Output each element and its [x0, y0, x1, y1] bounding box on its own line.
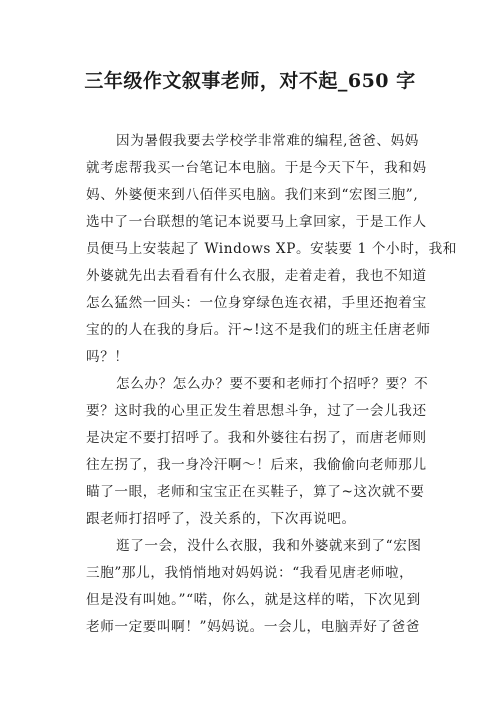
- text-line: 三胞”那儿，我悄悄地对妈妈说：“我看见唐老师啦，: [86, 565, 414, 581]
- text-line: 逛了一会，没什么衣服，我和外婆就来到了“宏图: [116, 538, 422, 554]
- text-line: 怎么猛然一回头：一位身穿绿色连衣裙，手里还抱着宝: [86, 295, 427, 311]
- text-line: 外婆就先出去看看有什么衣服，走着走着，我也不知道: [86, 268, 427, 284]
- text-line: 宝的的人在我的身后。汗~!这不是我们的班主任唐老师: [86, 322, 431, 338]
- text-line: 选中了一台联想的笔记本说要马上拿回家，于是工作人: [86, 214, 427, 230]
- text-line: 但是没有叫她。”“喏，你么，就是这样的喏，下次见到: [86, 592, 421, 608]
- text-line: 是决定不要打招呼了。我和外婆往右拐了，而唐老师则: [86, 430, 427, 446]
- text-line: 妈、外婆便来到八佰伴买电脑。我们来到“宏图三胞”,: [86, 187, 419, 203]
- text-line: 瞄了一眼，老师和宝宝正在买鞋子，算了~这次就不要: [86, 484, 425, 500]
- text-line: 怎么办？怎么办？要不要和老师打个招呼？要？不: [116, 376, 429, 392]
- text-line: 员便马上安装起了 Windows XP。安装要 1 个小时，我和: [86, 241, 457, 257]
- page-title: 三年级作文叙事老师，对不起_650 字: [84, 70, 416, 92]
- text-line: 就考虑帮我买一台笔记本电脑。于是今天下午，我和妈: [86, 160, 427, 176]
- text-line: 吗？！: [86, 349, 129, 365]
- text-line: 因为暑假我要去学校学非常难的编程,爸爸、妈妈: [116, 133, 419, 149]
- text-line: 要？这时我的心里正发生着思想斗争，过了一会儿我还: [86, 403, 427, 419]
- text-line: 跟老师打招呼了，没关系的，下次再说吧。: [86, 511, 356, 527]
- text-line: 老师一定要叫啊！”妈妈说。一会儿，电脑弄好了爸爸: [86, 619, 421, 635]
- text-line: 往左拐了，我一身冷汗啊～！后来，我偷偷向老师那儿: [86, 457, 427, 473]
- article-body: [86, 128, 457, 641]
